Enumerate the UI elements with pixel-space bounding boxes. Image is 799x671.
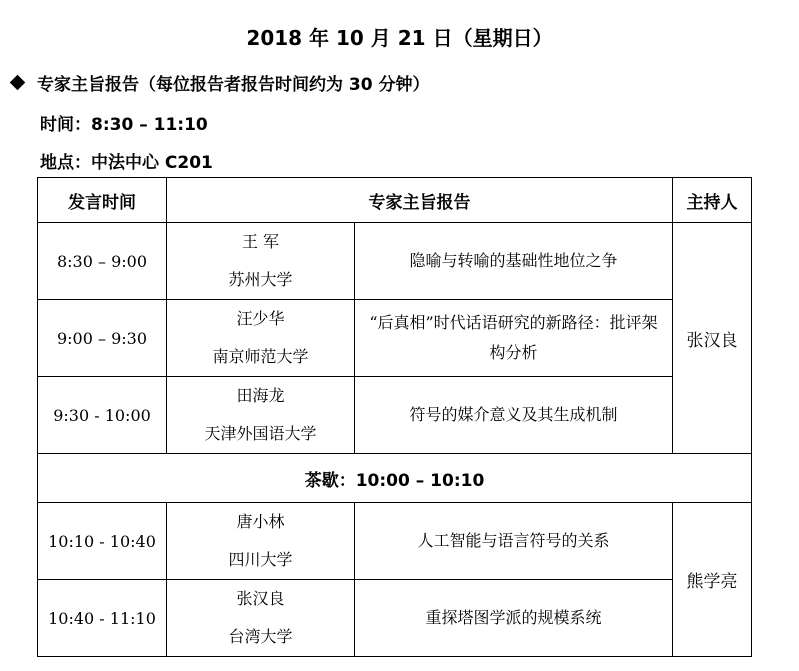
- speaker-affiliation: 台湾大学: [228, 627, 293, 646]
- speaker-cell: [167, 580, 355, 657]
- section-heading: [8, 70, 430, 95]
- table-row: [38, 223, 752, 300]
- speaker-affiliation: 苏州大学: [228, 270, 293, 289]
- talk-title: 符号的媒介意义及其生成机制: [355, 377, 673, 454]
- speaker-cell: [167, 300, 355, 377]
- speaker-cell: [167, 223, 355, 300]
- time-line: 时间：8:30 – 11:10: [40, 115, 208, 135]
- break-row: [38, 454, 752, 503]
- speaker-name: 汪少华: [236, 309, 285, 328]
- venue-line: 地点：中法中心 C201: [40, 153, 213, 173]
- tea-break: 茶歇：10:00 – 10:10: [38, 454, 752, 503]
- section-title: 专家主旨报告（每位报告者报告时间约为 30 分钟）: [37, 75, 430, 95]
- header-time: 发言时间: [38, 178, 167, 223]
- date-heading: 2018 年 10 月 21 日（星期日）: [246, 26, 553, 50]
- talk-title: 隐喻与转喻的基础性地位之争: [355, 223, 673, 300]
- time-cell: 10:40 - 11:10: [38, 580, 167, 657]
- time-cell: 8:30 – 9:00: [38, 223, 167, 300]
- table-row: [38, 300, 752, 377]
- time-cell: 9:30 - 10:00: [38, 377, 167, 454]
- header-talk: 专家主旨报告: [167, 178, 673, 223]
- table-row: [38, 377, 752, 454]
- header-host: 主持人: [673, 178, 752, 223]
- table-header-row: [38, 178, 752, 223]
- speaker-name: 唐小林: [236, 512, 285, 531]
- speaker-name: 王 军: [241, 232, 280, 251]
- schedule-table: [37, 177, 752, 657]
- host-cell: 张汉良: [673, 223, 752, 454]
- time-cell: 10:10 - 10:40: [38, 503, 167, 580]
- time-cell: 9:00 – 9:30: [38, 300, 167, 377]
- speaker-affiliation: 天津外国语大学: [204, 424, 317, 443]
- talk-title: “后真相”时代话语研究的新路径：批评架构分析: [355, 300, 673, 377]
- speaker-name: 张汉良: [236, 589, 285, 608]
- table-row: [38, 503, 752, 580]
- speaker-affiliation: 四川大学: [228, 550, 293, 569]
- speaker-cell: [167, 377, 355, 454]
- speaker-name: 田海龙: [236, 386, 285, 405]
- speaker-cell: [167, 503, 355, 580]
- talk-title: 重探塔图学派的规模系统: [355, 580, 673, 657]
- talk-title: 人工智能与语言符号的关系: [355, 503, 673, 580]
- table-row: [38, 580, 752, 657]
- host-cell: 熊学亮: [673, 503, 752, 657]
- speaker-affiliation: 南京师范大学: [212, 347, 309, 366]
- diamond-bullet-icon: [10, 75, 26, 91]
